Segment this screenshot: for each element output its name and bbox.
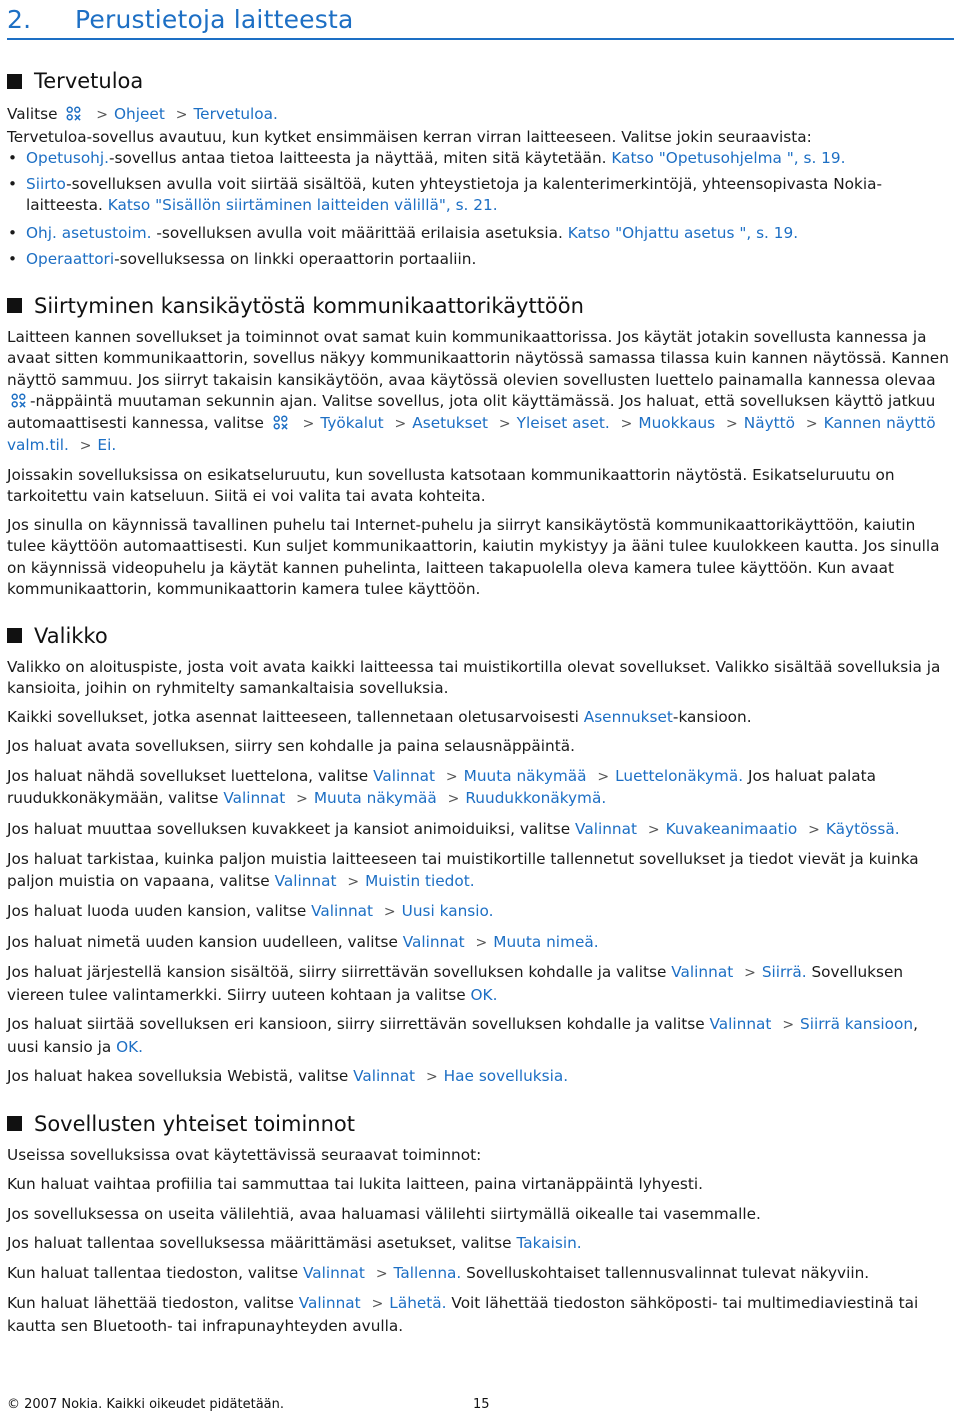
chapter-number: 2. (7, 5, 32, 34)
paragraph: Jos haluat luoda uuden kansion, valitse Valinnat > Uusi kansio. (7, 901, 954, 924)
chevron-right-icon: > (425, 1069, 438, 1085)
paragraph: Jos haluat hakea sovelluksia Webistä, valitse Valinnat > Hae sovelluksia. (7, 1066, 954, 1089)
link-muuta-nimea[interactable]: Muuta nimeä. (493, 932, 599, 951)
link-ohjeet[interactable]: Ohjeet (114, 105, 165, 123)
link-valinnat[interactable]: Valinnat (353, 1067, 416, 1085)
link-ruudukkonakyma[interactable]: Ruudukkonäkymä. (465, 789, 607, 807)
paragraph: Valitse > Ohjeet > Tervetuloa. (7, 104, 954, 127)
paragraph: Jos haluat järjestellä kansion sisältöä, siirry siirrettävän sovelluksen kohdalle ja valitse Valinnat > Siirrä. Sovelluksen viereen tulee valintamerkki. Siirry uuteen kohtaan ja valitse OK. (7, 963, 904, 1004)
link-asennukset[interactable]: Asennukset (583, 707, 673, 726)
link-ohj-asetustoim[interactable]: Ohj. asetustoim. (26, 223, 152, 242)
bullet-icon: • (8, 250, 18, 268)
page-number: 15 (473, 1397, 490, 1412)
page-footer (7, 1397, 954, 1412)
section-square-icon (7, 298, 22, 313)
section-heading-yhteiset-toiminnot: Sovellusten yhteiset toiminnot (7, 1111, 954, 1137)
link-valinnat[interactable]: Valinnat (274, 871, 337, 890)
link-valinnat[interactable]: Valinnat (373, 766, 436, 785)
bullet-icon: • (8, 223, 18, 242)
link-operaattori[interactable]: Operaattori (26, 250, 115, 268)
paragraph: Jos haluat nimetä uuden kansion uudelleen, valitse Valinnat > Muuta nimeä. (7, 932, 954, 955)
link-siirto[interactable]: Siirto (26, 174, 67, 193)
chapter-title: Perustietoja laitteesta (75, 5, 354, 34)
chevron-right-icon: > (302, 415, 315, 432)
link-kaytossa[interactable]: Käytössä. (825, 819, 900, 838)
menu-key-icon (65, 105, 82, 122)
paragraph: Jos sinulla on käynnissä tavallinen puhelu tai Internet-puhelu ja siirryt kansikäytöstä kommunikaattorikäyttöön, kaiutin tulee käyttöön automaattisesti. Kun suljet kommunikaattorin, kaiutin mykistyy ja ääni tulee kuulokkeen kautta. Jos sinulla on käynnissä videopuhelu ja käytät kannen puhelinta, laitteen takapuolella oleva kamera tulee käyttöön. Kun avaat kommunikaattorin, kommunikaattorin kamera tulee käyttöön. (7, 515, 940, 598)
paragraph: Jos haluat siirtää sovelluksen eri kansioon, siirry siirrettävän sovelluksen kohdalle ja valitse Valinnat > Siirrä kansioon, uusi kansio ja OK. (7, 1015, 918, 1056)
link-tervetuloa[interactable]: Tervetuloa. (193, 105, 278, 123)
link-ok[interactable]: OK. (470, 985, 498, 1004)
link-ei[interactable]: Ei. (97, 436, 117, 454)
chevron-right-icon: > (744, 965, 756, 981)
link-tyokalut[interactable]: Työkalut (320, 413, 384, 432)
menu-key-icon (272, 414, 289, 431)
cross-reference-link[interactable]: Katso "Sisällön siirtäminen laitteiden välillä", s. 21. (107, 196, 498, 214)
link-uusi-kansio[interactable]: Uusi kansio. (401, 902, 494, 920)
bullet-list (7, 148, 954, 271)
link-yleiset-aset[interactable]: Yleiset aset. (516, 413, 610, 432)
chevron-right-icon: > (79, 438, 92, 454)
chevron-right-icon: > (383, 904, 396, 920)
paragraph: Jos sovelluksessa on useita välilehtiä, avaa haluamasi välilehti siirtymällä oikealle tai vasemmalle. (7, 1204, 761, 1223)
link-tallenna[interactable]: Tallenna. (393, 1263, 462, 1282)
cross-reference-link[interactable]: Katso "Ohjattu asetus ", s. 19. (567, 223, 799, 242)
paragraph: Kun haluat tallentaa tiedoston, valitse Valinnat > Tallenna. Sovelluskohtaiset tallennusvalinnat tulevat näkyviin. (7, 1263, 954, 1286)
paragraph: Jos haluat nähdä sovellukset luettelona, valitse Valinnat > Muuta näkymää > Luettelonäkymä. Jos haluat palata ruudukkonäkymään, valitse Valinnat > Muuta näkymää > Ruudukkonäkymä. (7, 766, 954, 811)
chevron-right-icon: > (96, 107, 109, 123)
chevron-right-icon: > (726, 415, 738, 432)
copyright-text: © 2007 Nokia. Kaikki oikeudet pidätetään. (7, 1397, 284, 1412)
link-asetukset[interactable]: Asetukset (412, 413, 489, 432)
menu-key-icon (10, 392, 27, 409)
chevron-right-icon: > (394, 415, 407, 432)
paragraph: Jos haluat muuttaa sovelluksen kuvakkeet ja kansiot animoiduiksi, valitse Valinnat > Kuvakeanimaatio > Käytössä. (7, 819, 954, 842)
link-muuta-nakymaa[interactable]: Muuta näkymää (463, 766, 587, 785)
link-valinnat[interactable]: Valinnat (298, 1294, 361, 1312)
chevron-right-icon: > (647, 821, 660, 838)
link-laheta[interactable]: Lähetä. (389, 1294, 447, 1312)
link-siirra-kansioon[interactable]: Siirrä kansioon (800, 1015, 914, 1033)
paragraph: Kaikki sovellukset, jotka asennat laitteeseen, tallennetaan oletusarvoisesti Asennukset-kansioon. (7, 707, 752, 726)
bullet-icon: • (8, 149, 18, 167)
document-page (7, 0, 954, 1337)
chevron-right-icon: > (782, 1017, 795, 1033)
link-valinnat[interactable]: Valinnat (402, 932, 465, 951)
section-square-icon (7, 74, 22, 89)
link-kannen-naytto[interactable]: Kannen näyttö valm.til. (7, 413, 936, 454)
link-valinnat[interactable]: Valinnat (223, 789, 286, 807)
list-item: • Operaattori-sovelluksessa on linkki operaattorin portaaliin. (7, 249, 954, 271)
section-square-icon (7, 628, 22, 643)
link-hae-sovelluksia[interactable]: Hae sovelluksia. (443, 1067, 569, 1085)
chevron-right-icon: > (175, 107, 188, 123)
link-valinnat[interactable]: Valinnat (709, 1015, 772, 1033)
link-siirra[interactable]: Siirrä. (761, 963, 807, 981)
chapter-heading (7, 4, 954, 40)
link-luettelonakyma[interactable]: Luettelonäkymä. (615, 766, 744, 785)
section-heading-valikko: Valikko (7, 623, 954, 649)
cross-reference-link[interactable]: Katso "Opetusohjelma ", s. 19. (611, 149, 846, 167)
chevron-right-icon: > (620, 415, 633, 432)
list-item: • Ohj. asetustoim. -sovelluksen avulla voit määrittää erilaisia asetuksia. Katso "Ohjattu asetus ", s. 19. (7, 223, 954, 245)
link-valinnat[interactable]: Valinnat (671, 963, 734, 981)
bullet-icon: • (8, 174, 18, 193)
list-item: • Siirto-sovelluksen avulla voit siirtää sisältöä, kuten yhteystietoja ja kalenterimerkintöjä, yhteensopivasta Nokia-laitteesta. Katso "Sisällön siirtäminen laitteiden välillä", s. 21. (8, 174, 883, 214)
chevron-right-icon: > (498, 415, 511, 432)
link-takaisin[interactable]: Takaisin. (516, 1234, 582, 1252)
list-item: • Opetusohj.-sovellus antaa tietoa laitteesta ja näyttää, miten sitä käytetään. Katso "Opetusohjelma ", s. 19. (7, 148, 954, 170)
chevron-right-icon: > (375, 1265, 388, 1282)
section-heading-tervetuloa: Tervetuloa (7, 68, 954, 94)
paragraph: Jos haluat tallentaa sovelluksessa määrittämäsi asetukset, valitse Takaisin. (7, 1234, 582, 1252)
chevron-right-icon: > (447, 791, 460, 807)
paragraph: Kun haluat vaihtaa profiilia tai sammuttaa tai lukita laitteen, paina virtanäppäintä lyhyesti. (7, 1175, 704, 1193)
section-heading-siirtyminen: Siirtyminen kansikäytöstä kommunikaattorikäyttöön (7, 293, 954, 319)
paragraph: Jos haluat avata sovelluksen, siirry sen kohdalle ja paina selausnäppäintä. (7, 737, 575, 755)
link-muuta-nakymaa[interactable]: Muuta näkymää (313, 789, 437, 807)
paragraph: Laitteen kannen sovellukset ja toiminnot ovat samat kuin kommunikaattorissa. Jos käytät jotakin sovellusta kannessa ja avaat sitten kommunikaattorin, sovellus näkyy kommunikaattorin näytössä samassa tilassa kuin kannen näytössä. Kannen näyttö sammuu. Jos siirryt takaisin kansikäytöön, avaa käytössä olevien sovellusten luettelo painamalla kannessa olevaa-näppäintä muutaman sekunnin ajan. Valitse sovellus, jota olit käyttämässä. Jos haluat, että sovelluksen käyttö jatkuu automaattisesti kannessa, valitse > Työkalut > Asetukset > Yleiset aset. > Muokkaus > Näyttö > Kannen näyttö valm.til. > Ei. (7, 327, 954, 458)
link-muokkaus[interactable]: Muokkaus (638, 413, 716, 432)
link-valinnat[interactable]: Valinnat (575, 819, 637, 838)
chevron-right-icon: > (296, 791, 308, 807)
paragraph: Valikko on aloituspiste, josta voit avata kaikki laitteessa tai muistikortilla olevat sovellukset. Valikko sisältää sovelluksia ja kansioita, joihin on ryhmitelty samankaltaisia sovelluksia. (7, 657, 941, 697)
link-valinnat[interactable]: Valinnat (303, 1263, 365, 1282)
chevron-right-icon: > (597, 768, 610, 785)
link-naytto[interactable]: Näyttö (743, 413, 795, 432)
section-square-icon (7, 1116, 22, 1131)
paragraph: Jos haluat tarkistaa, kuinka paljon muistia laitteeseen tai muistikortille tallennetut sovellukset ja tiedot vievät ja kuinka paljon muistia on vapaana, valitse Valinnat > Muistin tiedot. (7, 849, 954, 893)
chevron-right-icon: > (805, 415, 818, 432)
link-ok[interactable]: OK. (116, 1037, 144, 1056)
chevron-right-icon: > (475, 934, 488, 951)
link-valinnat[interactable]: Valinnat (311, 902, 374, 920)
paragraph: Kun haluat lähettää tiedoston, valitse Valinnat > Lähetä. Voit lähettää tiedoston sähköposti- tai multimediaviestinä tai kautta sen Bluetooth- tai infrapunayhteyden avulla. (7, 1294, 919, 1335)
chevron-right-icon: > (371, 1296, 384, 1312)
link-opetusohj[interactable]: Opetusohj. (26, 149, 109, 167)
paragraph: Tervetuloa-sovellus avautuu, kun kytket ensimmäisen kerran virran laitteeseen. Valitse jokin seuraavista: (7, 127, 812, 146)
paragraph: Useissa sovelluksissa ovat käytettävissä seuraavat toiminnot: (7, 1145, 482, 1164)
chevron-right-icon: > (347, 873, 360, 890)
chevron-right-icon: > (808, 821, 820, 838)
paragraph: Joissakin sovelluksissa on esikatseluruutu, kun sovellusta katsotaan kommunikaattorin näytöstä. Esikatseluruutu on tarkoitettu vain katseluun. Siitä ei voi valita tai avata kohteita. (7, 465, 895, 505)
link-muistin-tiedot[interactable]: Muistin tiedot. (365, 871, 475, 890)
link-kuvakeanimaatio[interactable]: Kuvakeanimaatio (665, 819, 798, 838)
chevron-right-icon: > (445, 768, 458, 785)
